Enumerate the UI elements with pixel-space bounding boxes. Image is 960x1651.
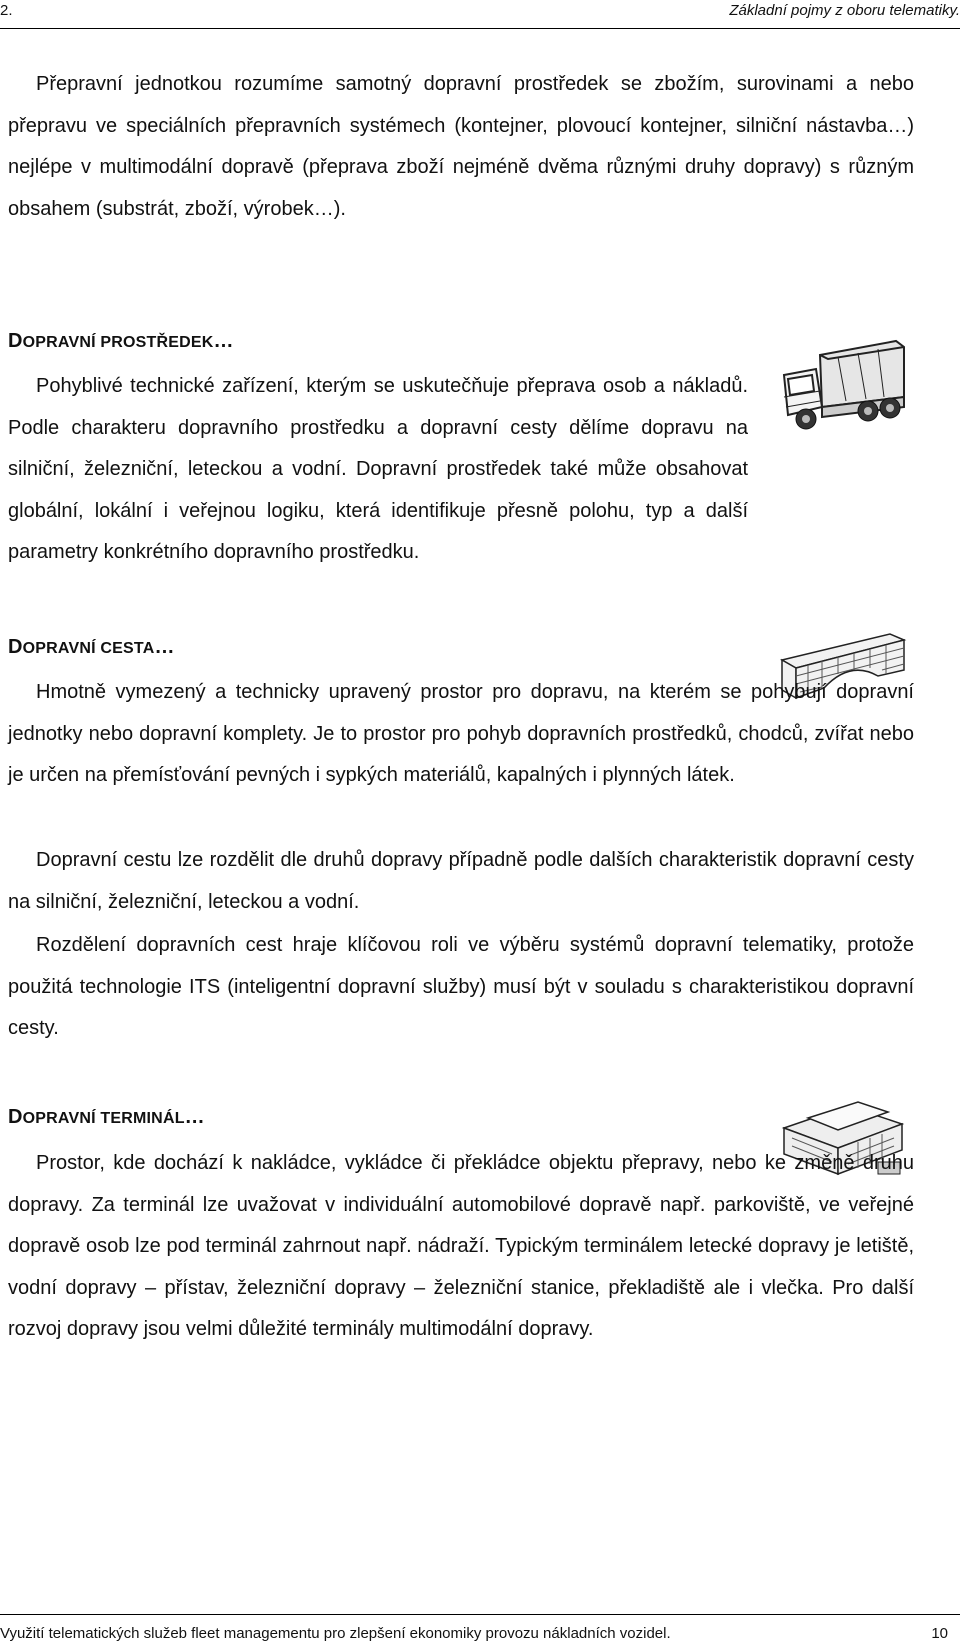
section-heading-cesta: DOPRAVNÍ CESTA… [8, 636, 175, 658]
intro-paragraph: Přepravní jednotkou rozumíme samotný dopravní prostředek se zbožím, surovinami a nebo přepravu ve speciálních přepravních systémech (kontejner, plovoucí kontejner, silniční nástavba…) nejlépe v multimodální dopravě (přeprava zboží nejméně dvěma různými druhy dopravy) s různým obsahem (substrát, zboží, výrobek…). [8, 73, 914, 220]
section-paragraph: Pohyblivé technické zařízení, kterým se uskutečňuje přeprava osob a nákladů. Podle charakteru dopravního prostředku a dopravní cesty dělíme dopravu na silniční, železniční, leteckou a vodní. Dopravní prostředek také může obsahovat globální, lokální i veřejnou logiku, která identifikuje přesně polohu, typ a další parametry konkrétního dopravního prostředku. [8, 375, 748, 563]
section-paragraph: Prostor, kde dochází k nakládce, vykládce či překládce objektu přepravy, nebo ke změně druhu dopravy. Za terminál lze uvažovat v individuální automobilové dopravě např. parkoviště, ve veřejné dopravě osob lze pod terminál zahrnout např. nádraží. Typickým terminálem letecké dopravy je letiště, vodní dopravy – přístav, železniční dopravy – železniční stanice, překladiště ale i vlečka. Pro další rozvoj dopravy jsou velmi důležité terminály multimodální dopravy. [8, 1152, 914, 1340]
chapter-number: 2. [0, 2, 13, 19]
footer-text: Využití telematických služeb fleet managementu pro zlepšení ekonomiky provozu nákladních vozidel. [0, 1625, 671, 1642]
section-heading-terminal: DOPRAVNÍ TERMINÁL… [8, 1106, 205, 1128]
section-paragraph: Rozdělení dopravních cest hraje klíčovou roli ve výběru systémů dopravní telematiky, protože použitá technologie ITS (inteligentní dopravní služby) musí být v souladu s charakteristikou dopravní cesty. [8, 934, 914, 1039]
page-number: 10 [931, 1625, 948, 1642]
section-paragraph: Hmotně vymezený a technicky upravený prostor pro dopravu, na kterém se pohybují dopravní jednotky nebo dopravní komplety. Je to prostor pro pohyb dopravních prostředků, chodců, zvířat nebo je určen na přemísťování pevných i sypkých materiálů, kapalných i plynných látek. [8, 681, 914, 786]
chapter-title: Základní pojmy z oboru telematiky. [729, 2, 960, 19]
section-heading-prostredek: DOPRAVNÍ PROSTŘEDEK… [8, 330, 234, 352]
page-footer [0, 1614, 960, 1642]
page-header [0, 0, 960, 29]
section-paragraph: Dopravní cestu lze rozdělit dle druhů dopravy případně podle dalších charakteristik dopravní cesty na silniční, železniční, leteckou a vodní. [8, 849, 914, 913]
